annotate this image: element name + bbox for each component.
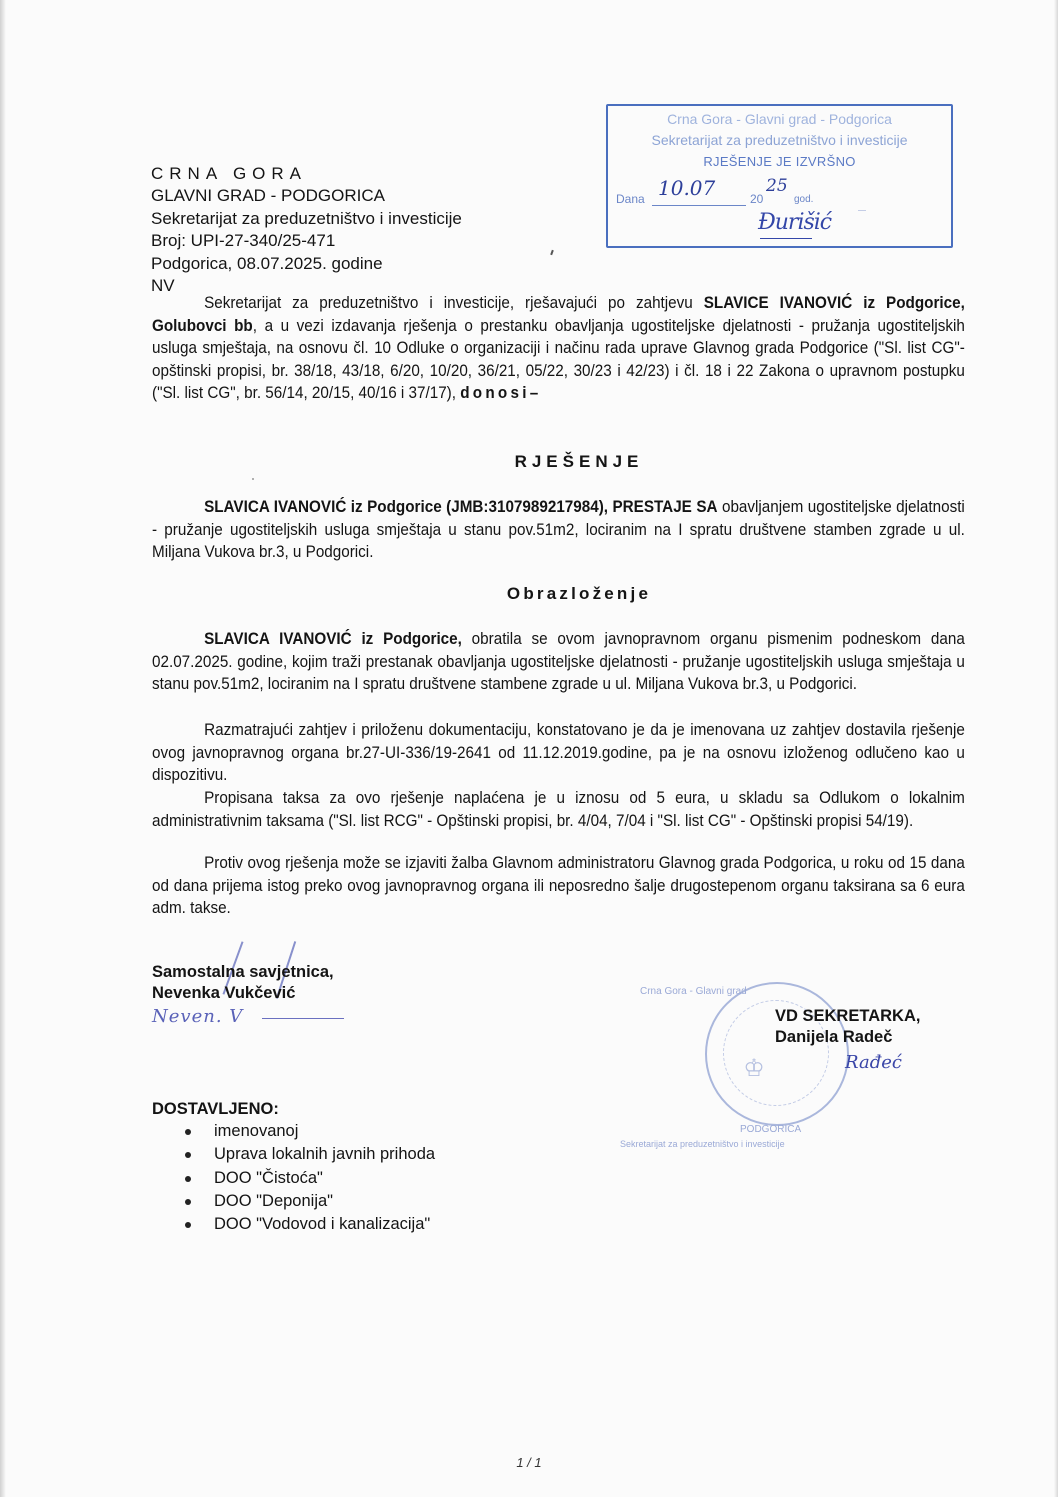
bullet-icon [185,1152,191,1158]
bullet-icon [185,1199,191,1205]
seal-text-side: Sekretarijat za preduzetništvo i investicije [620,1139,785,1149]
stamp-signature: Đurišić [758,210,832,235]
decision-paragraph [152,496,965,564]
reasoning-paragraph-3 [152,787,965,832]
intro-applicant: SLAVICE IVANOVIĆ iz Podgorice, Golubovci bb [152,294,965,335]
stray-mark [550,250,554,255]
header-country: CRNA GORA [151,164,308,183]
decision-title: RJEŠENJE [514,452,644,471]
stamp-date-handwritten: 10.07 [658,176,716,200]
header-number: Broj: UPI-27-340/25-471 [151,231,336,251]
bullet-icon [185,1176,191,1182]
official-seal [705,982,849,1126]
reasoning-text-4: Protiv ovog rješenja može se izjaviti žalba Glavnom administratoru Glavnog grada Podgorica, u roku od 15 dana od dana prijema istog preko ovog javnopravnog organa ili neposredno šalje drugostepenom organu taksirana sa 6 eura adm. takse. [152,854,965,917]
signature-block-right [775,1006,920,1048]
signature-left-stroke [262,1018,344,1019]
distribution-item-text: DOO "Vodovod i kanalizacija" [214,1215,431,1234]
reasoning-paragraph-2 [152,719,965,787]
scan-edge-left [0,0,6,1497]
bullet-icon [185,1129,191,1135]
header-initials: NV [151,276,175,296]
intro-text-1: Sekretarijat za preduzetništvo i investicije, rješavajući po zahtjevu [204,294,704,312]
intro-text-2: , a u vezi izdavanja rješenja o prestanku obavljanja ugostiteljske djelatnosti - pružanja ugostiteljskih usluga smještaja, na osnovu čl. 10 Odluke o organizaciji i načinu rada uprave Glavnog grada Podgorice ("Sl. list CG"-opštinski propisi, br. 38/18, 43/18, 6/20, 10/20, 36/21, 05/22, 30/23 i 42/23) i čl. 18 i 22 Zakona o upravnom postupku ("Sl. list CG", br. 56/14, 20/15, 40/16 i 37/17), [152,316,965,402]
distribution-label: DOSTAVLJENO: [152,1100,279,1118]
stamp-line-3: RJEŠENJE JE IZVRŠNO [703,154,856,169]
stamp-line-2: Sekretarijat za preduzetništvo i investicije [651,132,908,148]
distribution-list [152,1098,435,1236]
distribution-item-text: DOO "Čistoća" [214,1168,323,1187]
scan-speck [252,478,254,480]
stamp-date-label: Dana [616,192,645,206]
reasoning-text-1: obratila se ovom javnopravnom organu pismenim podneskom dana 02.07.2025. godine, kojim traži prestanak obavljanja ugostiteljske djelatnosti - pružanje ugostiteljskih usluga smještaja u stanu pov.51m2, lociranim na I spratu društvene stambene zgrade u ul. Miljana Vukova br.3, u Podgorici. [152,630,965,693]
signatory-right-title: VD SEKRETARKA, [775,1007,921,1025]
list-item [152,1143,435,1166]
stamp-date-underline [652,205,746,206]
seal-text-top: Crna Gora - Glavni grad [640,986,747,997]
header-city: GLAVNI GRAD - PODGORICA [151,186,385,206]
seal-text-bottom: PODGORICA [740,1124,802,1135]
scan-edge-right [1054,0,1058,1497]
reasoning-paragraph-1 [152,628,965,696]
reasoning-text-3: Propisana taksa za ovo rješenje naplaćena je u iznosu od 5 eura, u skladu sa Odlukom o lokalnim administrativnim taksama ("Sl. list RCG" - Opštinski propisi, br. 4/04, 7/04 i "Sl. list CG" - Opštinski propisi 54/19). [152,789,965,830]
header-place-date: Podgorica, 08.07.2025. godine [151,253,383,273]
decision-text: obavljanjem ugostiteljske djelatnosti - pružanje ugostiteljskih usluga smještaja u stanu pov.51m2, lociranim na I spratu društvene stamben zgrade u ul. Miljana Vukova br.3, u Podgorici. [152,498,965,561]
intro-donosi: donosi– [460,384,542,402]
bullet-icon [185,1222,191,1228]
intro-paragraph [152,292,965,405]
distribution-item-text: DOO "Deponija" [214,1191,334,1210]
distribution-item-text: imenovanoj [214,1122,299,1140]
signature-right-handwritten: Rađeć [845,1052,902,1073]
signatory-left-title: Samostalna savjetnica, [152,963,334,981]
list-item [152,1120,435,1143]
signatory-left-name: Nevenka Vukčević [152,984,296,1002]
reasoning-title: Obrazloženje [506,584,652,603]
signatory-right-name: Danijela Radeč [775,1028,893,1046]
document-header [151,163,462,297]
stamp-signature-underline [760,238,812,239]
execution-stamp [606,104,953,248]
decision-subject: SLAVICA IVANOVIĆ iz Podgorice (JMB:3107989217984), PRESTAJE SA [204,498,718,516]
reasoning-paragraph-4 [152,852,965,920]
reasoning-subject: SLAVICA IVANOVIĆ iz Podgorice, [204,630,462,648]
stamp-line-1: Crna Gora - Glavni grad - Podgorica [667,111,892,127]
stamp-year-prefix: 20 [750,192,764,206]
stamp-year-handwritten: 25 [766,176,788,196]
page-number: 1 / 1 [516,1455,542,1470]
list-item [152,1190,435,1213]
signature-left-handwritten: Neven. V [152,1006,244,1027]
stamp-god-label: god. [794,194,814,205]
list-item [152,1167,435,1190]
coat-of-arms-icon: ♔ [743,1055,765,1082]
reasoning-text-2: Razmatrajući zahtjev i priloženu dokumentaciju, konstatovano je da je imenovana uz zahtjev dostavila rješenje ovog javnopravnog organa br.27-UI-336/19-2641 od 11.12.2019.godine, pa je na osnovu izloženog odlučeno kao u dispozitivu. [152,721,965,784]
signature-block-left [152,962,334,1004]
list-item [152,1213,435,1236]
header-department: Sekretarijat za preduzetništvo i investicije [151,208,462,228]
distribution-item-text: Uprava lokalnih javnih prihoda [214,1145,436,1164]
stamp-faint-mark [858,210,866,211]
